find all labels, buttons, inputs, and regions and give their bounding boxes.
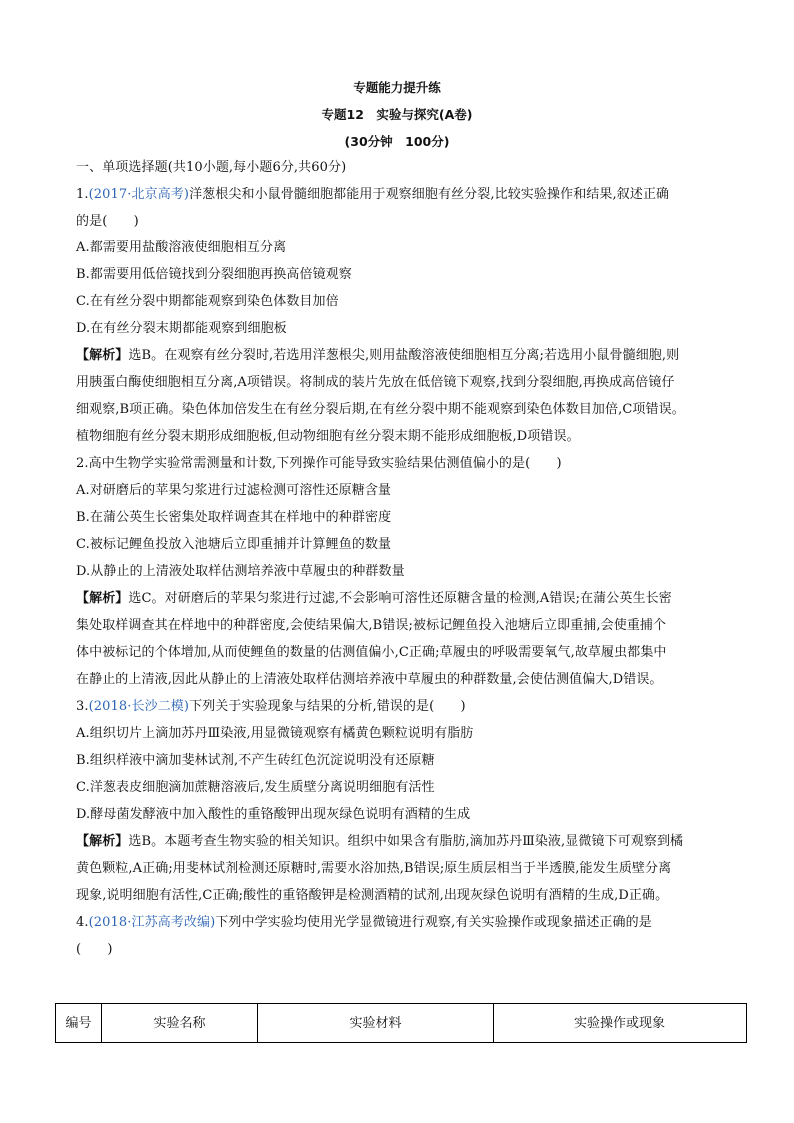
q3-option-b: B.组织样液中滴加斐林试剂,不产生砖红色沉淀说明没有还原糖 xyxy=(76,753,435,768)
q3-option-d: D.酵母菌发酵液中加入酸性的重铬酸钾出现灰绿色说明有酒精的生成 xyxy=(76,807,471,822)
table-header-number: 编号 xyxy=(56,1004,102,1042)
time-score: (30分钟 100分) xyxy=(344,134,450,149)
section-heading: 一、单项选择题(共10小题,每小题6分,共60分) xyxy=(76,160,347,175)
q3-analysis-label: 【解析】 xyxy=(76,834,129,849)
q1-analysis-line3: 细观察,B项正确。染色体加倍发生在有丝分裂后期,在有丝分裂中期不能观察到染色体数目加倍,C项错误。 xyxy=(76,402,685,417)
q2-analysis-label: 【解析】 xyxy=(76,591,129,606)
q4-source: (2018·江苏高考改编) xyxy=(88,915,216,930)
q3-option-c: C.洋葱表皮细胞滴加蔗糖溶液后,发生质壁分离说明细胞有活性 xyxy=(76,780,435,795)
q2-analysis-text1: 选C。对研磨后的苹果匀浆进行过滤,不会影响可溶性还原糖含量的检测,A错误;在蒲公英生长密 xyxy=(128,591,672,606)
q1-stem-line2: 的是( ) xyxy=(76,214,139,229)
q2-stem: 2.高中生物学实验常需测量和计数,下列操作可能导致实验结果估测值偏小的是( ) xyxy=(76,456,562,471)
q4-stem-text: 下列中学实验均使用光学显微镜进行观察,有关实验操作或现象描述正确的是 xyxy=(215,915,652,930)
q4-number: 4. xyxy=(76,915,89,930)
q3-analysis-line3: 现象,说明细胞有活性,C正确;酸性的重铬酸钾是检测酒精的试剂,出现灰绿色说明有酒精的生成,D正确。 xyxy=(76,888,669,903)
table-header-name: 实验名称 xyxy=(102,1004,258,1042)
q1-stem-text: 洋葱根尖和小鼠骨髓细胞都能用于观察细胞有丝分裂,比较实验操作和结果,叙述正确 xyxy=(189,187,670,202)
table-header-operation: 实验操作或现象 xyxy=(573,1016,665,1031)
q3-stem xyxy=(76,698,726,716)
page-subtitle: 专题12 实验与探究(A卷) xyxy=(321,107,473,122)
q1-option-b: B.都需要用低倍镜找到分裂细胞再换高倍镜观察 xyxy=(76,267,352,282)
q2-option-d: D.从静止的上清液处取样估测培养液中草履虫的种群数量 xyxy=(76,564,405,579)
top-title: 专题能力提升练 xyxy=(353,80,441,95)
q1-option-a: A.都需要用盐酸溶液使细胞相互分离 xyxy=(76,240,287,255)
q1-analysis-text1: 选B。在观察有丝分裂时,若选用洋葱根尖,则用盐酸溶液使细胞相互分离;若选用小鼠骨髓细胞,则 xyxy=(128,348,680,363)
q3-analysis-text1: 选B。本题考查生物实验的相关知识。组织中如果含有脂肪,滴加苏丹Ⅲ染液,显微镜下可观察到橘 xyxy=(128,834,684,849)
q3-analysis-line1 xyxy=(76,833,726,851)
q2-analysis-line3: 体中被标记的个体增加,从而使鲤鱼的数量的估测值偏小,C正确;草履虫的呼吸需要氧气,故草履虫都集中 xyxy=(76,645,667,660)
q1-option-d: D.在有丝分裂末期都能观察到细胞板 xyxy=(76,321,287,336)
q2-analysis-line1 xyxy=(76,590,726,608)
q4-stem-line2: ( ) xyxy=(76,942,113,957)
q4-stem-line1 xyxy=(76,914,726,932)
experiment-table xyxy=(55,1003,747,1043)
q1-analysis-line4: 植物细胞有丝分裂末期形成细胞板,但动物细胞有丝分裂末期不能形成细胞板,D项错误。 xyxy=(76,429,580,444)
q1-source: (2017·北京高考) xyxy=(88,187,190,202)
q1-stem-line1 xyxy=(76,186,726,204)
q1-number: 1. xyxy=(76,187,89,202)
q3-analysis-line2: 黄色颗粒,A正确;用斐林试剂检测还原糖时,需要水浴加热,B错误;原生质层相当于半透膜,能发生质壁分离 xyxy=(76,861,672,876)
q3-stem-text: 下列关于实验现象与结果的分析,错误的是( ) xyxy=(189,699,466,714)
q2-option-b: B.在蒲公英生长密集处取样调查其在样地中的种群密度 xyxy=(76,510,392,525)
q3-source: (2018·长沙二模) xyxy=(88,699,190,714)
q2-option-c: C.被标记鲤鱼投放入池塘后立即重捕并计算鲤鱼的数量 xyxy=(76,537,392,552)
q3-option-a: A.组织切片上滴加苏丹Ⅲ染液,用显微镜观察有橘黄色颗粒说明有脂肪 xyxy=(76,726,474,741)
q1-analysis-line2: 用胰蛋白酶使细胞相互分离,A项错误。将制成的装片先放在低倍镜下观察,找到分裂细胞,再换成高倍镜仔 xyxy=(76,375,675,390)
q2-analysis-line4: 在静止的上清液,因此从静止的上清液处取样估测培养液中草履虫的种群数量,会使估测值偏大,D错误。 xyxy=(76,672,663,687)
q1-option-c: C.在有丝分裂中期都能观察到染色体数目加倍 xyxy=(76,294,339,309)
table-header-material: 实验材料 xyxy=(258,1004,494,1042)
q2-analysis-line2: 集处取样调查其在样地中的种群密度,会使结果偏大,B错误;被标记鲤鱼投入池塘后立即重捕,会使重捕个 xyxy=(76,618,667,633)
q1-analysis-label: 【解析】 xyxy=(76,348,129,363)
q3-number: 3. xyxy=(76,699,89,714)
q2-option-a: A.对研磨后的苹果匀浆进行过滤检测可溶性还原糖含量 xyxy=(76,483,392,498)
q1-analysis-line1 xyxy=(76,347,726,365)
